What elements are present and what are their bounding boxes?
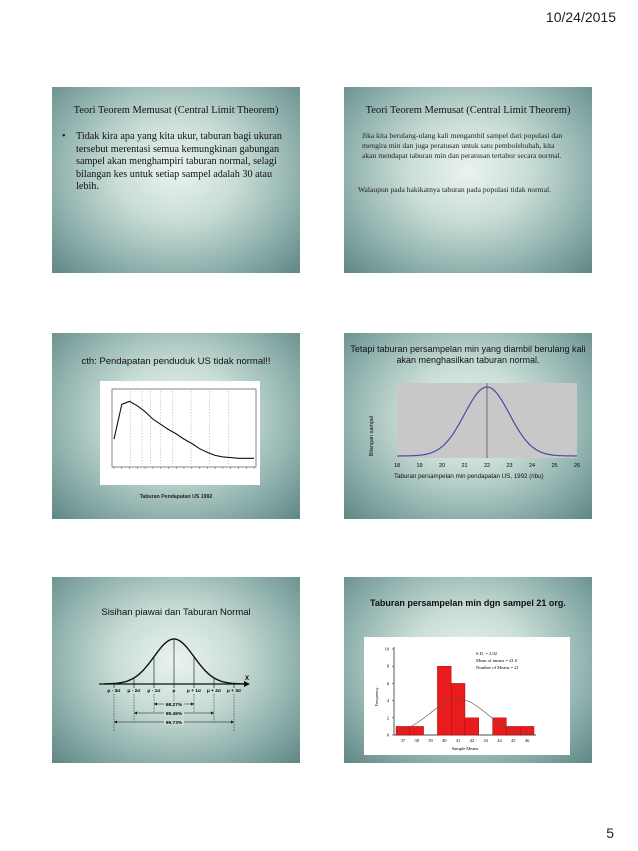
histogram-y-tick-label: 2 <box>386 715 389 721</box>
sigma-label: μ + 3σ <box>226 689 242 694</box>
histogram-bar <box>451 683 465 735</box>
slide-1-bullet-text: Tidak kira apa yang kita ukur, taburan bagi ukuran tersebut merentasi semua kemungkinan gabungan sampel akan menghampiri taburan normal, selagi bilangan kes untuk setiap sampel adalah 30 atau lebih. <box>76 131 283 192</box>
slide-1-title: Teori Teorem Memusat (Central Limit Theorem) <box>73 105 279 116</box>
slide-6-title: Taburan persampelan min dgn sampel 21 org. <box>370 598 566 608</box>
normal-x-tick-label: 24 <box>528 463 536 469</box>
slide-1-bullet <box>62 131 286 194</box>
slide-5-title: Sisihan piawai dan Taburan Normal <box>101 607 251 618</box>
bracket-arrow-right-icon <box>211 712 214 715</box>
normal-x-tick-label: 25 <box>551 463 558 469</box>
histogram-x-tick-label: 42 <box>469 738 475 743</box>
normal-x-tick-label: 26 <box>573 463 581 469</box>
sigma-label: μ + 1σ <box>186 689 202 694</box>
sigma-label: μ <box>172 689 176 694</box>
slide-3-caption: Taburan Pendapatan US 1992 <box>139 494 213 500</box>
histogram-x-tick-label: 39 <box>428 738 433 743</box>
slide-2-para-2: Walaupun pada hakikatnya taburan pada populasi tidak normal. <box>358 185 551 194</box>
histogram-y-tick-label: 4 <box>386 698 389 704</box>
slide-2[interactable] <box>344 87 592 273</box>
slide-4[interactable] <box>344 333 592 519</box>
histogram-stat-text: Number of Means = 21 <box>476 665 519 670</box>
bullet-icon: • <box>62 131 66 142</box>
histogram-bar <box>493 718 507 735</box>
slide-2-title: Teori Teorem Memusat (Central Limit Theorem) <box>365 105 571 116</box>
histogram-x-tick-label: 44 <box>497 738 502 743</box>
income-chart-svg <box>100 381 260 485</box>
date-header: 10/24/2015 <box>545 9 616 25</box>
bracket-arrow-right-icon <box>231 721 234 724</box>
histogram-x-tick-label: 37 <box>400 738 406 743</box>
slide-1[interactable] <box>52 87 300 273</box>
slide-4-ylabel: Bilangan sampel <box>369 415 375 457</box>
means-histogram <box>364 637 570 755</box>
sigma-label: μ - 3σ <box>107 689 121 694</box>
sigma-axis-label: X <box>245 676 250 682</box>
bracket-arrow-left-icon <box>154 703 157 706</box>
slide-6[interactable] <box>344 577 592 763</box>
slide-4-title: Tetapi taburan persampelan min yang diambil berulang kali akan menghasilkan taburan normal. <box>350 344 586 365</box>
slide-3[interactable] <box>52 333 300 519</box>
normal-chart-svg <box>344 333 592 519</box>
slide-5[interactable] <box>52 577 300 763</box>
sigma-percent-label: 68.27% <box>165 703 183 708</box>
page-number: 5 <box>606 825 614 841</box>
histogram-x-tick-label: 41 <box>455 738 461 743</box>
bracket-arrow-left-icon <box>114 721 117 724</box>
histogram-x-tick-label: 45 <box>511 738 516 743</box>
histogram-y-tick-label: 0 <box>386 732 389 738</box>
histogram-stat-text: S.D. = 2.02 <box>476 651 498 656</box>
normal-x-tick-label: 20 <box>438 463 446 469</box>
histogram-x-tick-label: 38 <box>414 738 419 743</box>
income-chart <box>100 381 260 485</box>
slide-3-title: cth: Pendapatan penduduk US tidak normal!! <box>81 356 271 367</box>
histogram-bar <box>465 718 479 735</box>
histogram-x-tick-label: 43 <box>483 738 488 743</box>
sigma-label: μ + 2σ <box>206 689 222 694</box>
slide-2-para-1: Jika kita berulang-ulang kali mengambil sampel dari populasi dan mengira min dan juga peratusan untuk satu pembolehubah, kita akan mendapat taburan min dan peratusan tertabur secara normal. <box>362 131 563 160</box>
sigma-diagram <box>94 635 254 739</box>
sigma-label: μ - 1σ <box>147 689 161 694</box>
bracket-arrow-left-icon <box>134 712 137 715</box>
histogram-x-tick-label: 40 <box>442 738 447 743</box>
normal-x-tick-label: 18 <box>393 463 401 469</box>
slide-4-xlabel: Taburan persampelan min pendapatan US, 1992 (ribu) <box>394 473 544 480</box>
histogram-x-tick-label: 46 <box>524 738 530 743</box>
bracket-arrow-right-icon <box>191 703 194 706</box>
normal-x-tick-label: 19 <box>416 463 423 469</box>
histogram-stat-text: Mean of means = 41.0 <box>476 658 518 663</box>
sigma-percent-label: 99.73% <box>165 721 183 726</box>
normal-x-tick-label: 21 <box>461 463 468 469</box>
histogram-bar <box>410 726 424 735</box>
histogram-y-tick-label: 6 <box>386 680 389 686</box>
histogram-y-tick-label: 8 <box>386 663 389 669</box>
histogram-y-tick-label: 10 <box>384 646 389 652</box>
means-histogram-svg <box>364 637 570 755</box>
sigma-diagram-svg <box>94 635 254 739</box>
sigma-label: μ - 2σ <box>127 689 141 694</box>
sigma-percent-label: 95.45% <box>165 712 183 717</box>
income-curve <box>114 401 254 458</box>
normal-x-tick-label: 23 <box>506 463 513 469</box>
histogram-xlabel: Sample Means <box>451 746 479 751</box>
normal-x-tick-label: 22 <box>483 463 491 469</box>
histogram-ylabel: Frequency <box>374 687 379 707</box>
